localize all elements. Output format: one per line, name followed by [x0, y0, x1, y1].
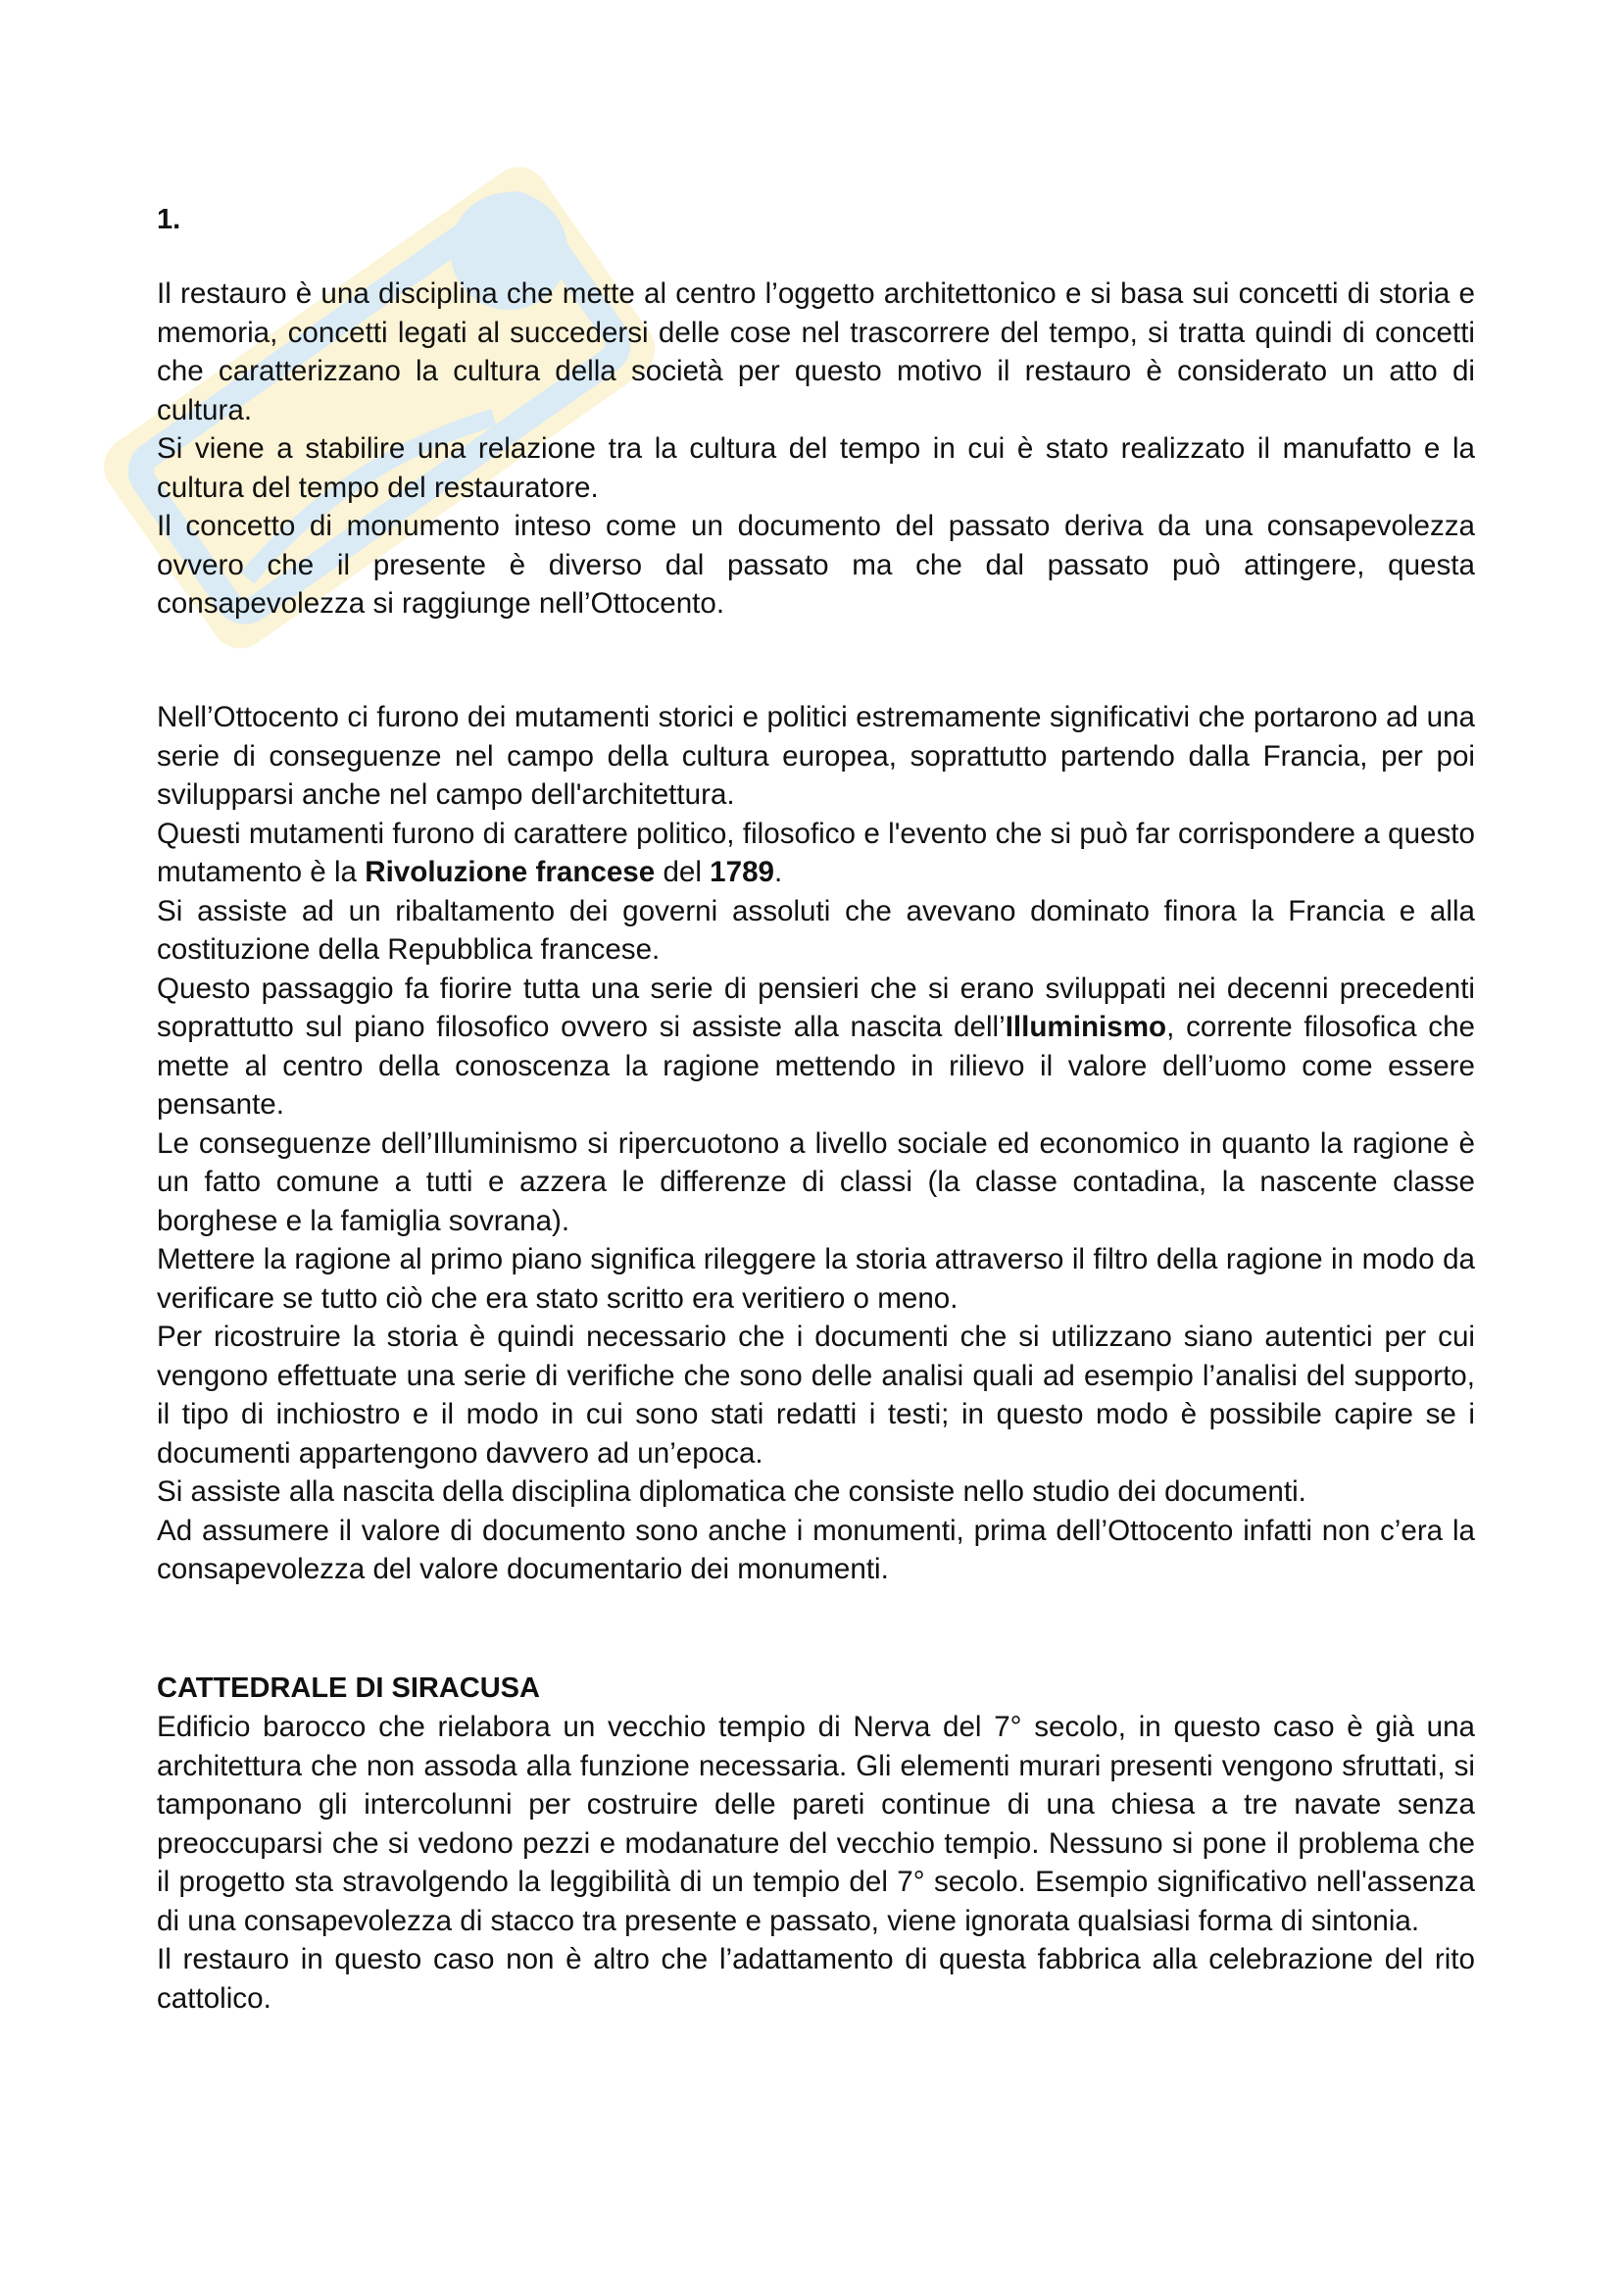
body-paragraph: Ad assumere il valore di documento sono anche i monumenti, prima dell’Ottocento infatti non c’era la consapevolezza del valore documentario dei monumenti. — [157, 1514, 1475, 1585]
intro-section — [157, 275, 1475, 624]
body-paragraph: Si assiste ad un ribaltamento dei governi assoluti che avevano dominato finora la Francia e alla costituzione della Repubblica francese. — [157, 894, 1475, 966]
intro-paragraph: Si viene a stabilire una relazione tra la cultura del tempo in cui è stato realizzato il manufatto e la cultura del tempo del restauratore. — [157, 432, 1475, 504]
body-paragraph: Per ricostruire la storia è quindi necessario che i documenti che si utilizzano siano autentici per cui vengono effettuate una serie di verifiche che sono delle analisi quali ad esempio l’analisi del supporto, il tipo di inchiostro e il modo in cui sono stati redatti i testi; in questo modo è possibile capire se i documenti appartengono davvero ad un’epoca. — [157, 1321, 1475, 1470]
bold-term-year: 1789 — [710, 856, 775, 888]
body-paragraph: Mettere la ragione al primo piano significa rileggere la storia attraverso il filtro della ragione in modo da verificare se tutto ciò che era stato scritto era veritiero o meno. — [157, 1243, 1475, 1315]
bold-term-revolution: Rivoluzione francese — [365, 856, 656, 888]
section-number-heading: 1. — [157, 204, 181, 235]
body-paragraph: Nell’Ottocento ci furono dei mutamenti storici e politici estremamente significativi che portarono ad una serie di conseguenze nel campo della cultura europea, soprattutto partendo dalla Francia, per poi svilupparsi anche nel campo dell'architettura. — [157, 701, 1475, 811]
body-paragraph: Le conseguenze dell’Illuminismo si ripercuotono a livello sociale ed economico in quanto la ragione è un fatto comune a tutti e azzera le differenze di classi (la classe contadina, la nascente classe borghese e la famiglia sovrana). — [157, 1126, 1475, 1237]
body-paragraph — [157, 970, 1475, 1124]
paragraph-text: , corrente filosofica che mette al centro della conoscenza la ragione mettendo in rilievo il valore dell’uomo come essere pensante. — [157, 1011, 1475, 1121]
body-paragraph: Edificio barocco che rielabora un vecchio tempio di Nerva del 7° secolo, in questo caso è già una architettura che non assoda alla funzione necessaria. Gli elementi murari presenti vengono sfruttati, si tamponano gli intercolunni per costruire delle pareti continue di una chiesa a tre navate senza preoccuparsi che si vedono pezzi e modanature del vecchio tempio. Nessuno si pone il problema che il progetto sta stravolgendo la leggibilità di un tempio del 7° secolo. Esempio significativo nell'assenza di una consapevolezza di stacco tra presente e passato, viene ignorata qualsiasi forma di sintonia. — [157, 1711, 1475, 1937]
paragraph-text: Questo passaggio fa fiorire tutta una serie di pensieri che si erano sviluppati nei decenni precedenti soprattutto sul piano filosofico ovvero si assiste alla nascita dell’ — [157, 972, 1475, 1043]
intro-paragraph: Il restauro è una disciplina che mette al centro l’oggetto architettonico e si basa sui concetti di storia e memoria, concetti legati al succedersi delle cose nel trascorrere del tempo, si tratta quindi di concetti che caratterizzano la cultura della società per questo motivo il restauro è considerato un atto di cultura. — [157, 277, 1475, 426]
body-paragraph: Il restauro in questo caso non è altro che l’adattamento di questa fabbrica alla celebrazione del rito cattolico. — [157, 1943, 1475, 2015]
bold-term-illuminismo: Illuminismo — [1005, 1011, 1167, 1043]
intro-paragraph: Il concetto di monumento inteso come un documento del passato deriva da una consapevolezza ovvero che il presente è diverso dal passato ma che dal passato può attingere, questa consapevolezza si raggiunge nell’Ottocento. — [157, 510, 1475, 620]
paragraph-text: Questi mutamenti furono di carattere politico, filosofico e l'evento che si può far corrispondere a questo mutamento è la — [157, 817, 1475, 888]
ottocento-section — [157, 698, 1475, 1589]
body-paragraph — [157, 815, 1475, 892]
paragraph-text: del — [655, 856, 711, 888]
siracusa-title: CATTEDRALE DI SIRACUSA — [157, 1672, 540, 1704]
body-paragraph: Si assiste alla nascita della disciplina diplomatica che consiste nello studio dei documenti. — [157, 1475, 1306, 1508]
paragraph-text: . — [774, 856, 783, 888]
siracusa-section — [157, 1708, 1475, 2018]
